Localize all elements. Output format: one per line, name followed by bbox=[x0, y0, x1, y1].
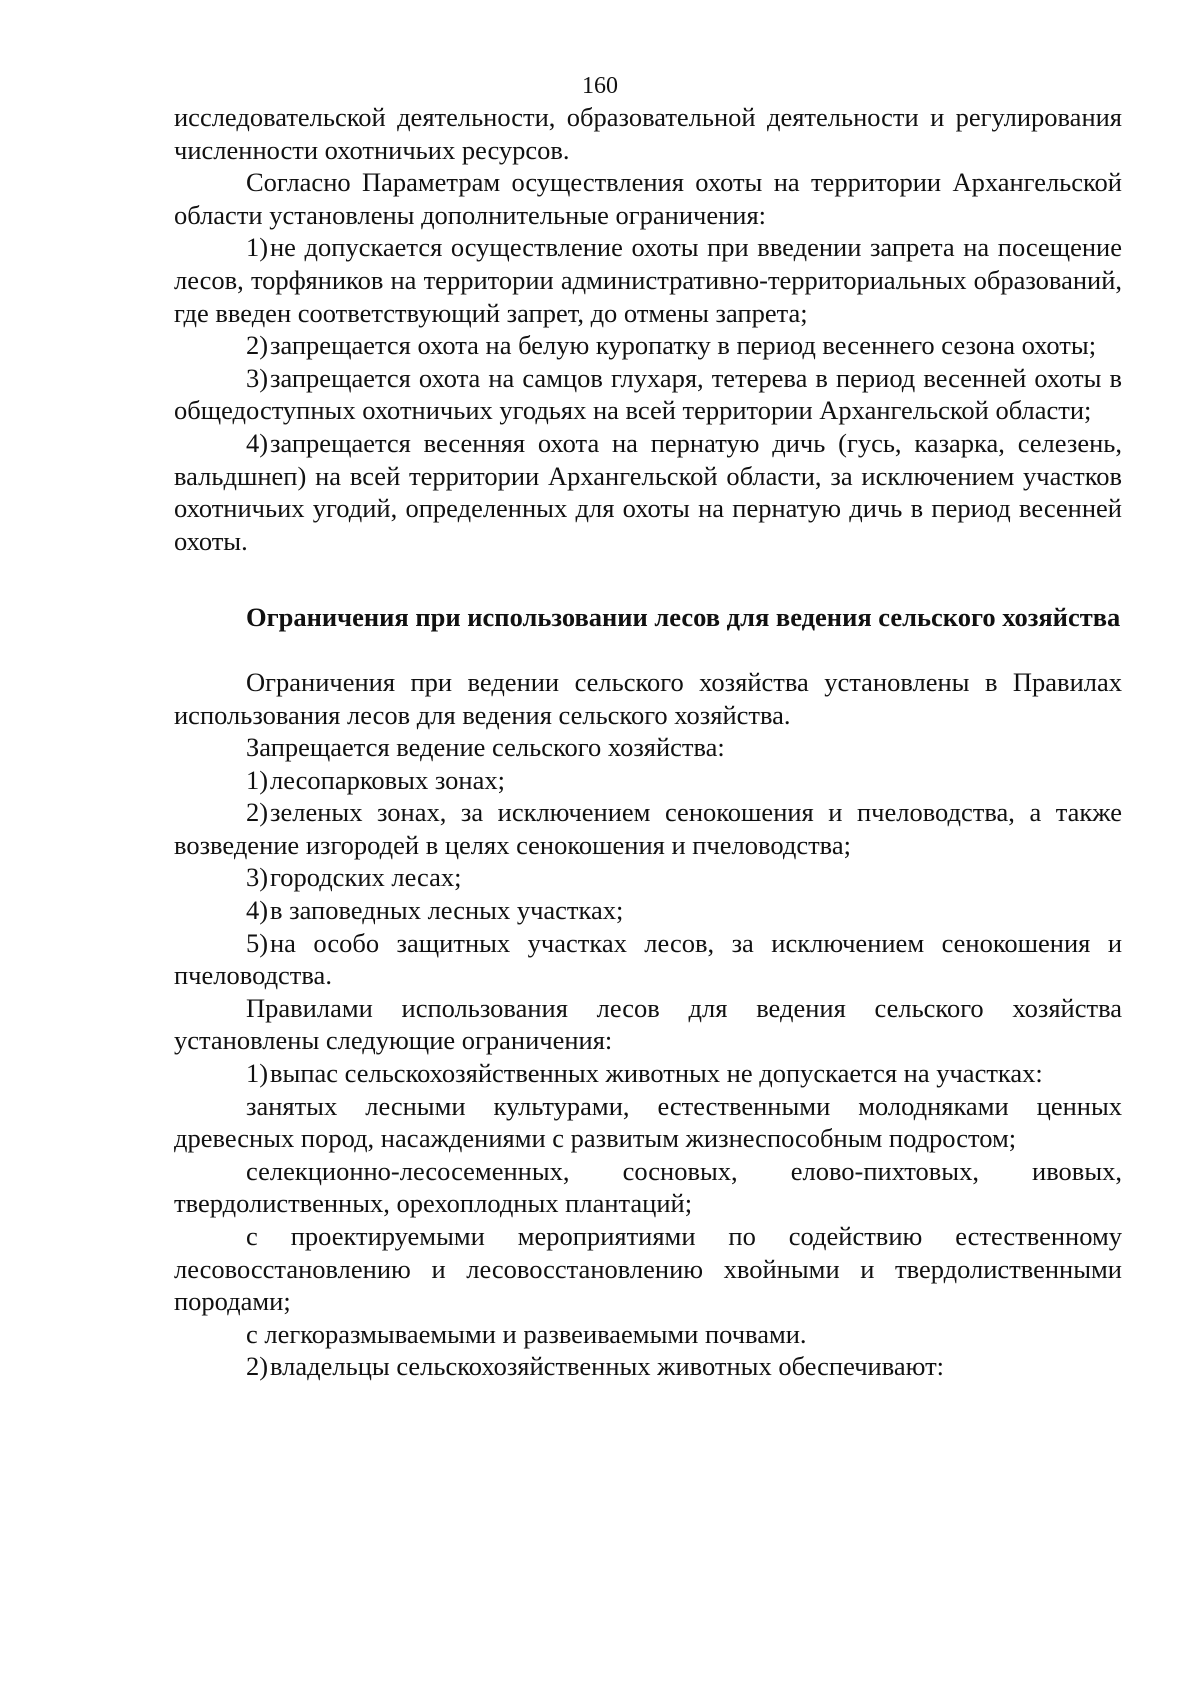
grazing-sub-item: селекционно-лесосеменных, сосновых, елово-пихтовых, ивовых, твердолиственных, орехоплодных плантаций; bbox=[174, 1155, 1122, 1219]
item-number: 1) bbox=[246, 232, 269, 263]
hunting-restriction-item bbox=[174, 329, 1122, 362]
item-text: запрещается весенняя охота на пернатую дичь (гусь, казарка, селезень, вальдшнеп) на всей территории Архангельской области, за исключением участков охотничьих угодий, определенных для охоты на пернатую дичь в период весенней охоты. bbox=[174, 427, 1122, 556]
item-text: в заповедных лесных участках; bbox=[270, 895, 624, 926]
hunting-restriction-item bbox=[174, 362, 1122, 427]
restriction-item bbox=[174, 1057, 1122, 1090]
prohibited-item bbox=[174, 894, 1122, 927]
item-number: 5) bbox=[246, 927, 269, 958]
item-number: 4) bbox=[246, 427, 269, 458]
item-text: не допускается осуществление охоты при введении запрета на посещение лесов, торфяников на территории административно-территориальных образований, где введен соответствующий запрет, до отмены запрета; bbox=[174, 232, 1122, 328]
section-heading: Ограничения при использовании лесов для ведения сельского хозяйства bbox=[246, 602, 1121, 633]
item-text: лесопарковых зонах; bbox=[270, 764, 505, 795]
item-number: 2) bbox=[246, 330, 269, 361]
item-text: городских лесах; bbox=[270, 862, 462, 893]
agriculture-intro-paragraph: Ограничения при ведении сельского хозяйства установлены в Правилах использования лесов для ведения сельского хозяйства. bbox=[174, 666, 1122, 730]
grazing-sub-item: с проектируемыми мероприятиями по содействию естественному лесовосстановлению и лесовосстановлению хвойными и твердолиственными породами; bbox=[174, 1221, 1122, 1317]
restriction-item bbox=[174, 1350, 1122, 1383]
continuation-paragraph: исследовательской деятельности, образовательной деятельности и регулирования численности охотничьих ресурсов. bbox=[174, 102, 1122, 165]
page-content bbox=[174, 101, 1122, 1383]
grazing-sub-item: занятых лесными культурами, естественными молодняками ценных древесных пород, насаждениями с развитым жизнеспособным подростом; bbox=[174, 1090, 1122, 1154]
prohibited-item bbox=[174, 796, 1122, 861]
item-text: выпас сельскохозяйственных животных не допускается на участках: bbox=[270, 1058, 1043, 1089]
page-number: 160 bbox=[582, 73, 618, 99]
grazing-sub-item: с легкоразмываемыми и развеиваемыми почвами. bbox=[246, 1318, 807, 1349]
item-number: 2) bbox=[246, 797, 269, 828]
prohibited-item bbox=[174, 764, 1122, 797]
item-text: владельцы сельскохозяйственных животных обеспечивают: bbox=[270, 1351, 945, 1382]
item-number: 3) bbox=[246, 862, 269, 893]
restrictions-lead-paragraph: Правилами использования лесов для ведения сельского хозяйства установлены следующие ограничения: bbox=[174, 992, 1122, 1056]
item-text: запрещается охота на белую куропатку в период весеннего сезона охоты; bbox=[270, 330, 1097, 361]
item-number: 3) bbox=[246, 362, 269, 393]
hunting-restriction-item bbox=[174, 231, 1122, 329]
item-number: 1) bbox=[246, 1058, 269, 1089]
item-number: 1) bbox=[246, 764, 269, 795]
item-number: 4) bbox=[246, 895, 269, 926]
spacer bbox=[174, 557, 1122, 601]
hunting-intro-paragraph: Согласно Параметрам осуществления охоты на территории Архангельской области установлены дополнительные ограничения: bbox=[174, 167, 1122, 230]
prohibited-item bbox=[174, 927, 1122, 992]
spacer bbox=[174, 634, 1122, 666]
hunting-restriction-item bbox=[174, 427, 1122, 557]
item-text: на особо защитных участках лесов, за исключением сенокошения и пчеловодства. bbox=[174, 927, 1122, 991]
item-number: 2) bbox=[246, 1351, 269, 1382]
prohibition-lead-paragraph: Запрещается ведение сельского хозяйства: bbox=[246, 732, 725, 763]
item-text: запрещается охота на самцов глухаря, тетерева в период весенней охоты в общедоступных охотничьих угодьях на всей территории Архангельской области; bbox=[174, 362, 1122, 426]
item-text: зеленых зонах, за исключением сенокошения и пчеловодства, а также возведение изгородей в целях сенокошения и пчеловодства; bbox=[174, 797, 1122, 860]
prohibited-item bbox=[174, 861, 1122, 894]
